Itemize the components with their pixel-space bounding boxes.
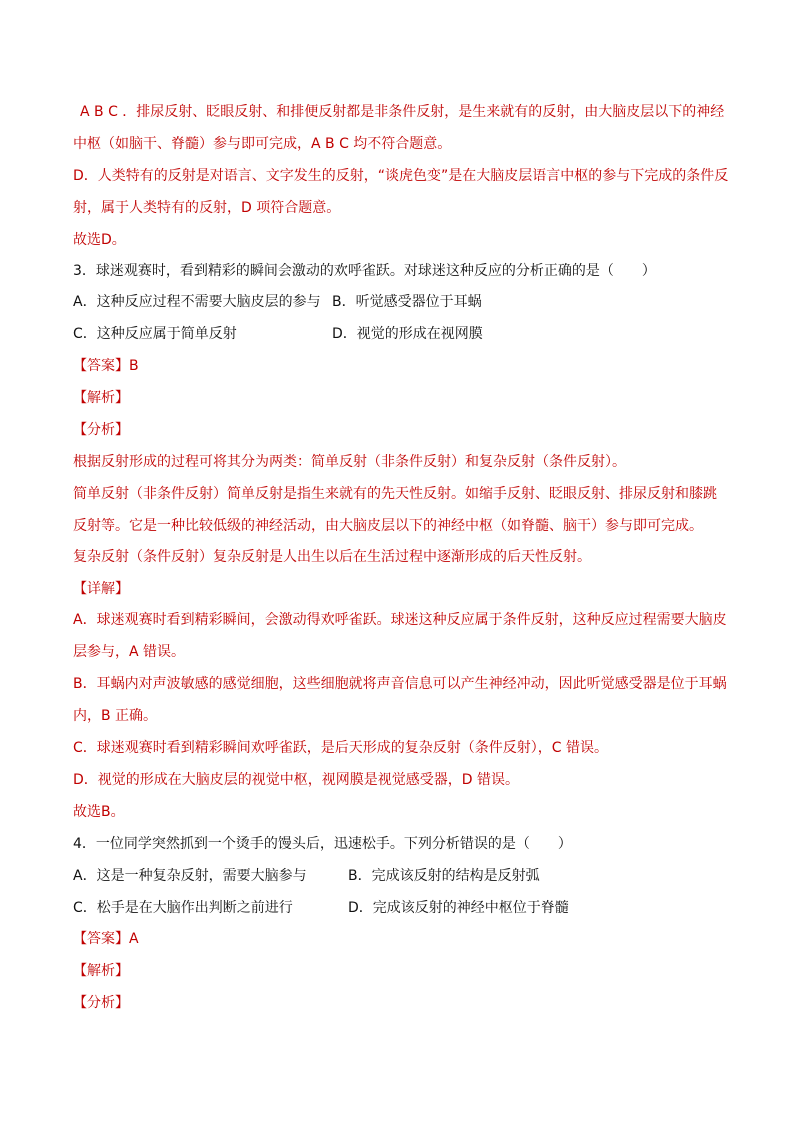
question-4-option-b: B．完成该反射的结构是反射弧: [348, 868, 540, 884]
question-3-answer: 【答案】B: [73, 358, 139, 374]
question-3-jiexi: 【解析】: [73, 390, 129, 406]
explanation-abc-line2: 中枢（如脑干、脊髓）参与即可完成，A B C 均不符合题意。: [73, 136, 452, 152]
question-4-jiexi: 【解析】: [73, 963, 129, 979]
question-3-fenxi-line2: 简单反射（非条件反射）简单反射是指生来就有的先天性反射。如缩手反射、眨眼反射、排尿反射和膝跳: [73, 486, 717, 502]
question-3-option-b: B．听觉感受器位于耳蜗: [332, 294, 482, 310]
explanation-d-line2: 射，属于人类特有的反射，D 项符合题意。: [73, 200, 341, 216]
question-4-answer: 【答案】A: [73, 931, 139, 947]
question-3-detail-d: D．视觉的形成在大脑皮层的视觉中枢，视网膜是视觉感受器，D 错误。: [73, 772, 520, 788]
question-4-stem: 4．一位同学突然抓到一个烫手的馒头后，迅速松手。下列分析错误的是（ ）: [73, 836, 572, 852]
question-3-detail-b-line2: 内，B 正确。: [73, 708, 158, 724]
question-3-xiangjie: 【详解】: [73, 581, 129, 597]
question-3-option-c: C．这种反应属于简单反射: [73, 326, 237, 342]
question-3-detail-a-line1: A．球迷观赛时看到精彩瞬间，会激动得欢呼雀跃。球迷这种反应属于条件反射，这种反应过程需要大脑皮: [73, 612, 727, 628]
explanation-d-line1: D．人类特有的反射是对语言、文字发生的反射，“谈虎色变”是在大脑皮层语言中枢的参与下完成的条件反: [73, 168, 729, 184]
question-4-option-d: D．完成该反射的神经中枢位于脊髓: [348, 900, 569, 916]
question-4-option-a: A．这是一种复杂反射，需要大脑参与: [73, 868, 307, 884]
question-3-detail-a-line2: 层参与，A 错误。: [73, 644, 186, 660]
question-3-detail-c: C．球迷观赛时看到精彩瞬间欢呼雀跃，是后天形成的复杂反射（条件反射），C 错误。: [73, 740, 608, 756]
question-3-option-a: A．这种反应过程不需要大脑皮层的参与: [73, 294, 321, 310]
question-3-fenxi-line4: 复杂反射（条件反射）复杂反射是人出生以后在生活过程中逐渐形成的后天性反射。: [73, 549, 591, 565]
question-3-stem: 3．球迷观赛时，看到精彩的瞬间会激动的欢呼雀跃。对球迷这种反应的分析正确的是（ ）: [73, 263, 656, 279]
question-3-fenxi-line1: 根据反射形成的过程可将其分为两类：简单反射（非条件反射）和复杂反射（条件反射）。: [73, 454, 626, 470]
question-3-fenxi: 【分析】: [73, 422, 129, 438]
question-3-option-d: D．视觉的形成在视网膜: [332, 326, 483, 342]
question-4-fenxi: 【分析】: [73, 995, 129, 1011]
question-3-detail-b-line1: B．耳蜗内对声波敏感的感觉细胞，这些细胞就将声音信息可以产生神经冲动，因此听觉感受器是位于耳蜗: [73, 676, 727, 692]
question-4-option-c: C．松手是在大脑作出判断之前进行: [73, 900, 293, 916]
conclusion-q2: 故选D。: [73, 232, 126, 248]
explanation-abc-line1: A B C ．排尿反射、眨眼反射、和排便反射都是非条件反射，是生来就有的反射，由大脑皮层以下的神经: [80, 104, 725, 120]
question-3-fenxi-line3: 反射等。它是一种比较低级的神经活动，由大脑皮层以下的神经中枢（如脊髓、脑干）参与即可完成。: [73, 518, 703, 534]
question-3-conclusion: 故选B。: [73, 804, 125, 820]
